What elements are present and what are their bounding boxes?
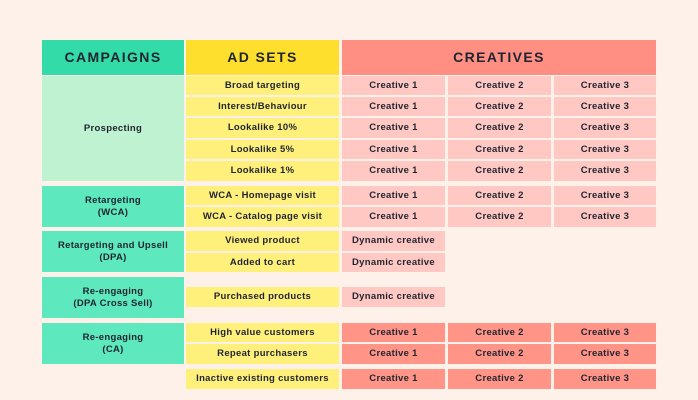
creative-cell: Creative 3	[554, 140, 656, 159]
creative-cell: Creative 2	[448, 369, 551, 389]
ad-set-lookalike-10: Lookalike 10%	[186, 118, 339, 138]
creative-cell: Creative 3	[554, 369, 656, 389]
creative-cell: Creative 2	[448, 97, 551, 116]
creative-cell: Creative 1	[342, 323, 445, 342]
creative-cell: Creative 3	[554, 118, 656, 138]
ad-set-wca-homepage: WCA - Homepage visit	[186, 186, 339, 205]
ad-set-high-value-customers: High value customers	[186, 323, 339, 342]
creative-cell: Creative 3	[554, 186, 656, 205]
ad-set-lookalike-5: Lookalike 5%	[186, 140, 339, 159]
ad-set-broad-targeting: Broad targeting	[186, 76, 339, 95]
ad-set-inactive-existing-customers: Inactive existing customers	[186, 369, 339, 389]
creative-cell: Creative 1	[342, 76, 445, 95]
ad-set-added-to-cart: Added to cart	[186, 253, 339, 272]
creative-cell: Creative 3	[554, 76, 656, 95]
creative-cell: Creative 2	[448, 344, 551, 364]
creative-cell: Creative 1	[342, 140, 445, 159]
creative-cell: Creative 2	[448, 140, 551, 159]
ad-set-purchased-products: Purchased products	[186, 287, 339, 307]
creative-cell: Creative 1	[342, 97, 445, 116]
ad-sets-header: AD SETS	[186, 40, 339, 75]
creative-cell: Creative 2	[448, 76, 551, 95]
creatives-header: CREATIVES	[342, 40, 656, 75]
creative-cell: Creative 1	[342, 207, 445, 227]
creative-cell: Creative 2	[448, 207, 551, 227]
creative-cell: Creative 2	[448, 118, 551, 138]
creative-cell: Creative 2	[448, 161, 551, 181]
ad-set-repeat-purchasers: Repeat purchasers	[186, 344, 339, 364]
creative-cell: Creative 1	[342, 344, 445, 364]
creative-cell: Creative 3	[554, 97, 656, 116]
creative-cell: Creative 3	[554, 207, 656, 227]
campaign-reengaging-ca: Re-engaging (CA)	[42, 323, 184, 364]
ad-set-wca-catalog: WCA - Catalog page visit	[186, 207, 339, 227]
dynamic-creative-cell: Dynamic creative	[342, 253, 445, 272]
creative-cell: Creative 2	[448, 186, 551, 205]
campaigns-header: CAMPAIGNS	[42, 40, 184, 75]
creative-cell: Creative 1	[342, 161, 445, 181]
ad-set-interest-behaviour: Interest/Behaviour	[186, 97, 339, 116]
creative-cell: Creative 3	[554, 161, 656, 181]
ad-set-viewed-product: Viewed product	[186, 231, 339, 251]
dynamic-creative-cell: Dynamic creative	[342, 231, 445, 251]
creative-cell: Creative 2	[448, 323, 551, 342]
creative-cell: Creative 3	[554, 344, 656, 364]
campaign-retargeting-upsell-dpa: Retargeting and Upsell (DPA)	[42, 231, 184, 272]
dynamic-creative-cell: Dynamic creative	[342, 287, 445, 307]
ad-set-lookalike-1: Lookalike 1%	[186, 161, 339, 181]
creative-cell: Creative 1	[342, 186, 445, 205]
creative-cell: Creative 1	[342, 118, 445, 138]
campaign-reengaging-dpa-cross-sell: Re-engaging (DPA Cross Sell)	[42, 277, 184, 318]
creative-cell: Creative 3	[554, 323, 656, 342]
campaign-retargeting-wca: Retargeting (WCA)	[42, 186, 184, 227]
campaign-prospecting: Prospecting	[42, 76, 184, 181]
creative-cell: Creative 1	[342, 369, 445, 389]
